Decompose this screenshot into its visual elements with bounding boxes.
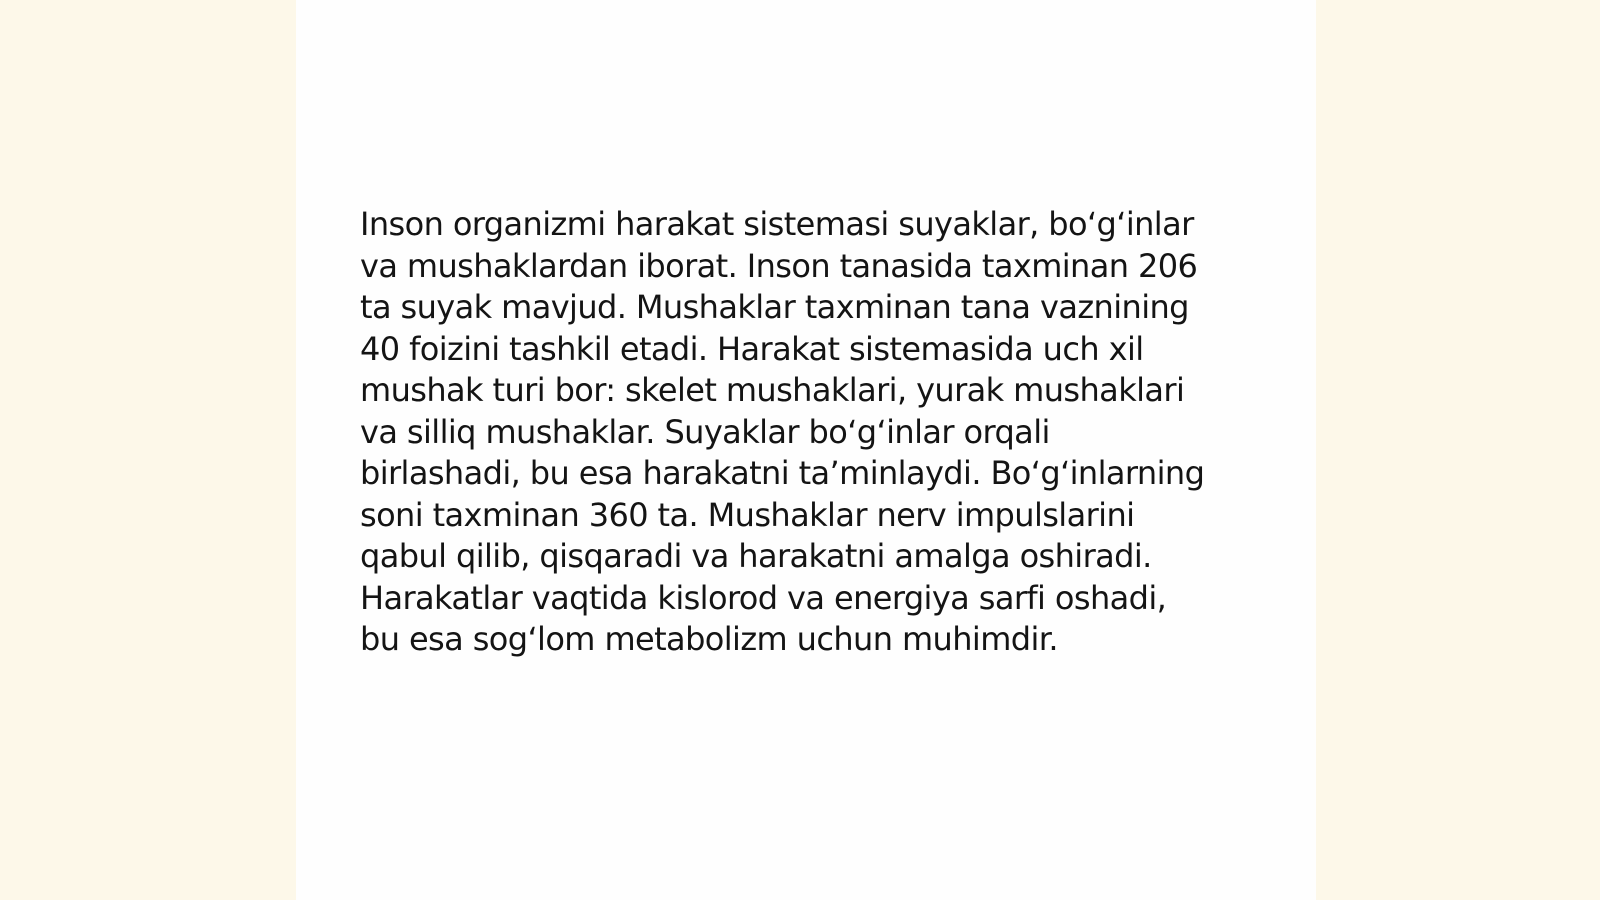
text-line: birlashadi, bu esa harakatni ta’minlaydi. Bo‘g‘inlarning	[360, 454, 1205, 492]
text-line: qabul qilib, qisqaradi va harakatni amalga oshiradi.	[360, 537, 1152, 575]
text-line: 40 foizini tashkil etadi. Harakat sistemasida uch xil	[360, 329, 1144, 368]
right-margin-panel	[1316, 0, 1600, 900]
text-line: Inson organizmi harakat sistemasi suyaklar, bo‘g‘inlar	[360, 205, 1194, 243]
text-line: bu esa sog‘lom metabolizm uchun muhimdir.	[360, 620, 1058, 658]
left-margin-panel	[0, 0, 296, 900]
text-line: ta suyak mavjud. Mushaklar taxminan tana vaznining	[360, 288, 1189, 326]
text-line: va silliq mushaklar. Suyaklar bo‘g‘inlar orqali	[360, 412, 1050, 451]
text-line: va mushaklardan iborat. Inson tanasida taxminan 206	[360, 246, 1198, 285]
document-page	[296, 0, 1316, 900]
body-paragraph	[360, 204, 1260, 661]
text-line: mushak turi bor: skelet mushaklari, yurak mushaklari	[360, 371, 1185, 409]
text-line: soni taxminan 360 ta. Mushaklar nerv impulslarini	[360, 495, 1135, 534]
text-line: Harakatlar vaqtida kislorod va energiya sarfi oshadi,	[360, 578, 1167, 617]
